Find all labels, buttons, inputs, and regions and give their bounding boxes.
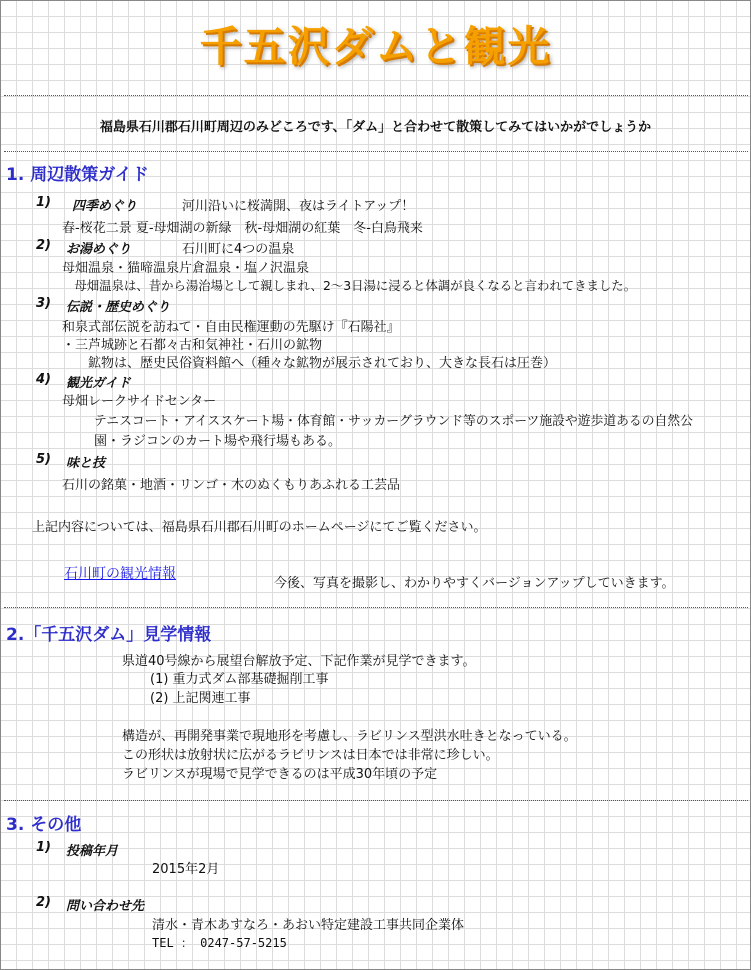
item-line: 園・ラジコンのカート場や飛行場もある。 bbox=[94, 434, 342, 449]
item-heading: 味と技 bbox=[66, 456, 106, 471]
visit-line: 県道40号線から展望台解放予定、下記作業が見学できます。 bbox=[122, 654, 476, 669]
note-text: 上記内容については、福島県石川郡石川町のホームページにてご覧ください。 bbox=[32, 520, 487, 535]
contact-tel: TEL ： 0247-57-5215 bbox=[152, 936, 287, 950]
item-line: テニスコート・アイススケート場・体育館・サッカーグラウンド等のスポーツ施設や遊歩道あるの自然公 bbox=[94, 414, 693, 429]
divider bbox=[4, 800, 748, 801]
visit-line: この形状は放射状に広がるラビリンスは日本では非常に珍しい。 bbox=[122, 748, 499, 763]
item-number: 2) bbox=[36, 238, 51, 253]
visit-line: ラビリンスが現場で見学できるのは平成30年頃の予定 bbox=[122, 767, 438, 782]
section3-title: 3. その他 bbox=[6, 815, 82, 835]
item-heading: 観光ガイド bbox=[66, 376, 131, 391]
item-line: ・三芦城跡と石都々古和気神社・石川の鉱物 bbox=[62, 338, 323, 353]
update-note: 今後、写真を撮影し、わかりやすくバージョンアップしていきます。 bbox=[274, 576, 675, 591]
item-heading: 伝説・歴史めぐり bbox=[66, 300, 171, 315]
page-title: 千五沢ダムと観光 bbox=[199, 22, 552, 71]
item-line: 母畑温泉は、昔から湯治場として親しまれ、2〜3日湯に浸ると体調が良くなると言われてきました。 bbox=[62, 278, 637, 293]
visit-line: 構造が、再開発事業で現地形を考慮し、ラビリンス型洪水吐きとなっている。 bbox=[122, 729, 577, 744]
item-heading: 問い合わせ先 bbox=[66, 899, 145, 914]
item-line: 和泉式部伝説を訪ねて・自由民権運動の先駆け『石陽社』 bbox=[62, 320, 400, 335]
item-heading: 投稿年月 bbox=[66, 844, 119, 859]
divider bbox=[4, 151, 748, 152]
item-summary: 石川町に4つの温泉 bbox=[182, 242, 295, 257]
item-heading: お湯めぐり bbox=[66, 242, 132, 257]
item-number: 1) bbox=[36, 195, 51, 210]
item-number: 2) bbox=[36, 895, 51, 910]
item-number: 3) bbox=[36, 296, 51, 311]
contact-name: 清水・青木あすなろ・あおい特定建設工事共同企業体 bbox=[152, 918, 465, 933]
visit-line: (1) 重力式ダム部基礎掘削工事 bbox=[150, 672, 329, 687]
intro-text: 福島県石川郡石川町周辺のみどころです、「ダム」と合わせて散策してみてはいかがでしょうか bbox=[99, 120, 652, 135]
section2-title: 2.「千五沢ダム」見学情報 bbox=[6, 625, 212, 645]
visit-line: (2) 上記関連工事 bbox=[150, 691, 251, 706]
divider bbox=[4, 95, 748, 96]
post-date: 2015年2月 bbox=[152, 862, 220, 877]
ishikawa-tourism-link[interactable]: 石川町の観光情報 bbox=[64, 566, 176, 582]
item-number: 5) bbox=[36, 452, 51, 467]
item-number: 1) bbox=[36, 840, 51, 855]
item-line: 母畑温泉・猫啼温泉片倉温泉・塩ノ沢温泉 bbox=[62, 261, 310, 276]
item-line: 鉱物は、歴史民俗資料館へ（種々な鉱物が展示されており、大きな長石は圧巻） bbox=[62, 356, 557, 371]
item-summary: 河川沿いに桜満開、夜はライトアップ！ bbox=[182, 199, 415, 214]
section1-title: 1. 周辺散策ガイド bbox=[6, 165, 149, 185]
item-heading: 四季めぐり bbox=[72, 199, 138, 214]
item-line: 石川の銘菓・地酒・リンゴ・木のぬくもりあふれる工芸品 bbox=[62, 478, 401, 493]
item-line: 春-桜花二景 夏-母畑湖の新緑 秋-母畑湖の紅葉 冬-白鳥飛来 bbox=[62, 221, 423, 236]
item-line: 母畑レークサイドセンター bbox=[62, 394, 217, 409]
divider bbox=[4, 607, 748, 608]
item-number: 4) bbox=[36, 372, 51, 387]
